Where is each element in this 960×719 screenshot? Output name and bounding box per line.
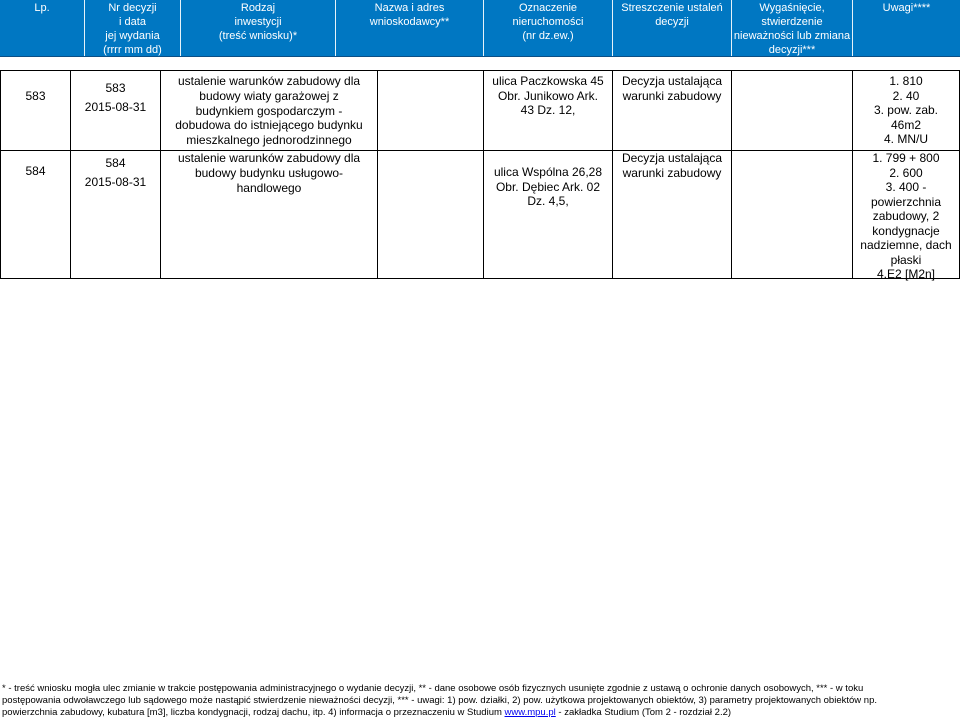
studium-link[interactable]: www.mpu.pl (504, 707, 556, 718)
text-line: ulica Wspólna 26,28 (493, 165, 603, 179)
header-text: jej wydania (105, 30, 160, 42)
header-text: (nr dz.ew.) (522, 30, 574, 42)
decision-number: 584 (105, 156, 126, 170)
header-text: Uwagi**** (882, 2, 931, 14)
row-property (484, 165, 612, 209)
row-summary (613, 151, 731, 180)
header-text: decyzji (655, 16, 689, 28)
text-line: ustalenie warunków zabudowy dla (177, 151, 361, 165)
table-border (731, 70, 732, 279)
header-uwagi (853, 0, 960, 56)
text-line: zabudowy, 2 (872, 209, 940, 223)
text-line: ulica Paczkowska 45 (492, 74, 604, 88)
text-line: Obr. Dębiec Ark. 02 (495, 179, 601, 194)
table-border (0, 70, 960, 71)
text-line: 1. 799 + 800 (872, 151, 940, 165)
row-decision-number (71, 81, 160, 114)
text-line: 46m2 (890, 117, 922, 132)
row-lp: 583 (25, 89, 46, 103)
row-remarks (853, 151, 959, 282)
footnote-text: powierzchnia zabudowy, kubatura [m3], liczba kondygnacji, rodzaj dachu, itp. 4) informacja o przeznaczeniu w Studium (2, 707, 505, 718)
header-text: Streszczenie ustaleń (621, 2, 723, 14)
text-line: powierzchnia (870, 194, 942, 209)
table-header (0, 0, 960, 57)
text-line: 3. 400 - (885, 180, 927, 194)
header-streszczenie (613, 0, 731, 56)
header-text: Lp. (34, 2, 50, 14)
header-text: wnioskodawcy** (369, 16, 450, 28)
text-line: 4.E2 [M2n] (876, 267, 936, 281)
header-text: nieruchomości (512, 16, 584, 28)
text-line: 2. 600 (889, 165, 923, 180)
header-oznaczenie (484, 0, 612, 56)
header-text: Wygaśnięcie, (759, 2, 825, 14)
text-line: Decyzja ustalająca (621, 74, 723, 88)
table-border (0, 278, 960, 279)
header-text: nieważności lub zmiana (733, 30, 851, 42)
row-remarks (853, 74, 959, 147)
text-line: 3. pow. zab. (873, 103, 939, 117)
text-line: nadziemne, dach (860, 238, 952, 252)
header-nr-decyzji (85, 0, 180, 56)
footnote-line: * - treść wniosku mogła ulec zmianie w trakcie postępowania administracyjnego o wydanie decyzji, ** - dane osobowe osób fizycznych usunięte zgodnie z ustawą o ochronie danych osobowych, *** - w toku (2, 683, 864, 694)
text-line: płaski (890, 252, 922, 267)
row-decision-number (71, 156, 160, 189)
footnote-line: postępowania odwoławczego lub sądowego może nastąpić stwierdzenie nieważności decyzji, *** - uwagi: 1) pow. działki, 2) pow. użytkowa projektowanych obiektów, 3) parametry projektowanych obiektów np. (2, 695, 877, 706)
text-line: mieszkalnego jednorodzinnego (186, 133, 352, 148)
header-rodzaj (181, 0, 335, 56)
header-lp (0, 0, 84, 56)
row-property (484, 74, 612, 118)
text-line: 2. 40 (892, 88, 920, 103)
header-text: stwierdzenie (761, 16, 823, 28)
header-text: i data (119, 16, 146, 28)
text-line: warunki zabudowy (622, 88, 722, 103)
text-line: kondygnacje (872, 223, 940, 238)
text-line: Dz. 4,5, (527, 194, 569, 208)
header-text: (rrrr mm dd) (103, 44, 162, 56)
text-line: 43 Dz. 12, (520, 103, 576, 117)
decision-date: 2015-08-31 (84, 174, 147, 189)
text-line: warunki zabudowy (622, 165, 722, 180)
header-wygasniecie (732, 0, 852, 56)
decision-number: 583 (105, 81, 126, 95)
text-line: Decyzja ustalająca (621, 151, 723, 165)
footnote-line (2, 707, 958, 718)
text-line: 1. 810 (889, 74, 923, 88)
text-line: Obr. Junikowo Ark. (497, 88, 599, 103)
text-line: budowy wiaty garażowej z (199, 88, 339, 103)
header-text: (treść wniosku)* (218, 30, 298, 42)
header-text: Rodzaj (240, 2, 276, 14)
header-text: Nazwa i adres (374, 2, 445, 14)
text-line: 4. MN/U (883, 132, 928, 146)
row-investment-type (161, 151, 377, 196)
header-text: Nr decyzji (108, 2, 157, 14)
text-line: handlowego (236, 181, 302, 195)
text-line: dobudowa do istniejącego budynku (175, 118, 363, 133)
row-summary (613, 74, 731, 103)
header-text: inwestycji (234, 16, 282, 28)
footnote-text: - zakładka Studium (Tom 2 - rozdział 2.2) (555, 707, 732, 718)
header-wnioskodawca (336, 0, 483, 56)
text-line: budynkiem gospodarczym - (195, 103, 343, 118)
text-line: budowy budynku usługowo- (194, 166, 344, 180)
header-text: Oznaczenie (518, 2, 578, 14)
header-text: decyzji*** (768, 44, 816, 56)
text-line: ustalenie warunków zabudowy dla (177, 74, 361, 88)
row-lp: 584 (25, 164, 46, 178)
row-investment-type (161, 74, 377, 148)
decision-date: 2015-08-31 (84, 99, 147, 114)
table-border (377, 70, 378, 279)
